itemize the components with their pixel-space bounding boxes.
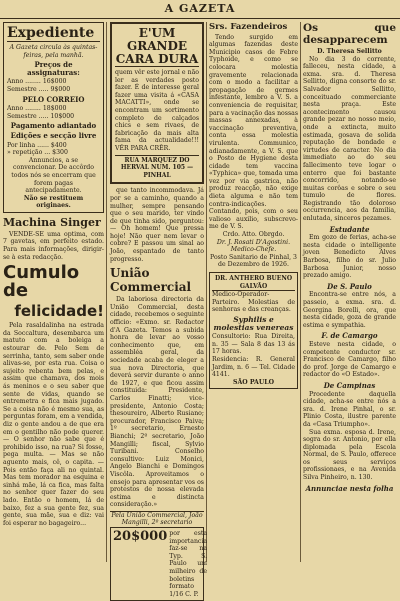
cumulo-title-line1: Cumulo de bbox=[3, 262, 80, 302]
annuncios-note: Annuncios, a se convencionar. De accôrdo todos nós se encerram que forem pagas antecipadamente. bbox=[11, 156, 96, 195]
uniao-commercial-text: Da laboriosa directoria da União Commercial, desta cidade, recebemos o seguinte officio: «Exmo. sr. Redactor d'A Gazeta. Temos a subida honra de levar ao vosso conhecimento que, em assembléa geral, da sociedade acaba de eleger a sua nova Directoria, que deverá servir durante o anno de 1927, e que ficou assim constituida: Presidente, Carlos Finatti; vice-presidente, Antonio Costa; thesoureiro, Alberto Rusiano; procurador, Francisco Paiva; 1º secretario, Ernesto Bianchi; 2º secretario, João Mangilli; fiscal, Sylvio Turibani. Conselho consultivo: Luiz Monici, Angelo Bianchi e Domingos Viscôla. Aproveitamos o ensejo para apresentar vos os protestos de nossa elevada estima e distincta consideração.» bbox=[110, 296, 204, 509]
dr-anthero-ad bbox=[209, 272, 298, 389]
price-year: Anno ........ 16$000 bbox=[7, 78, 67, 86]
de-campinas-text: Procedente daquella cidade, acha-se entre nós a sra. d. Irene Pinhal, o sr. Plinio Costa, ilustre parente da «Casa Triumpho». bbox=[303, 390, 396, 428]
dr-anthero-specialty: Medico-Operador-Parteiro. Molestias de senhoras e das creanças. bbox=[212, 291, 295, 314]
fazendeiros-date: Posto Sanitario de Pinhal, 3 de Dezembro de 1926. bbox=[210, 253, 297, 269]
nao-restituem-note: Não se restituem originaes. bbox=[23, 194, 84, 210]
column-1 bbox=[3, 22, 104, 562]
column-3 bbox=[209, 22, 298, 562]
f-camargo-text: Esteve nesta cidade, o competente conductor sr. Francisco de Camargo, filho do prof. Jorge de Camargo e redactor do «O Estado». bbox=[303, 340, 396, 379]
dr-anthero-syphilis: Syphilis e molestias venereas bbox=[213, 314, 294, 332]
fazendeiros-signature: Dr. J. Rosati D'Agostini. Medico-Chefe. bbox=[216, 238, 291, 254]
column-2 bbox=[110, 22, 208, 598]
de-campinas-title: De Campinas bbox=[323, 380, 376, 390]
column-rule bbox=[206, 22, 207, 562]
desap-text: No dia 3 do corrente, falleceu, nesta cidade, a exma. sra. d. Theresa Sellitto, digna consorte do sr. Salvador Sellitto, conceituado commerciante nesta praça. Este acontecimento causou grande pezar no nosso meio, onde a extincta, muito estimada, gosava de solida reputação de bondade e virtudes de caracter. No dia immediato ao do seu fallecimento teve logar o enterro que foi bastante concorrido, notando-se muitas corôas e sobre o seu tumulo de flores. Registrando tão doloroso occurrencia, aos da familia, enlutada, sinceros pezames. bbox=[303, 55, 396, 223]
dr-anthero-city: SÃO PAULO bbox=[233, 378, 274, 386]
estudante-text: Em gozo de ferias, acha-se nesta cidade o intelligente joven Benedicto Alves Barbosa, filho do sr. Julio Barbosa Junior, nosso prezado amigo. bbox=[303, 234, 396, 280]
cumulo-title-line2: felicidade! bbox=[14, 302, 104, 321]
de-sao-paulo-text: Encontra-se entre nós, a passeio, a exma. sra. d. Georgina Borelli, ora, que nesta cidade, goza de grande estima e sympathia. bbox=[303, 291, 396, 329]
desap-title: Os que desapparecem bbox=[303, 22, 396, 46]
fazendeiros-title: Srs. Fazendeiros bbox=[209, 22, 288, 32]
fazendeiros-closing: Crdo. Atto. Obrgdo. bbox=[222, 231, 285, 239]
price-repeat: » repetição ... $300 bbox=[7, 149, 68, 157]
desap-name: D. Theresa Sellitto bbox=[317, 48, 382, 55]
f-camargo-title: F. de Camargo bbox=[321, 331, 378, 341]
estudante-title: Estudante bbox=[329, 224, 370, 234]
newspaper-title: A GAZETA bbox=[164, 2, 236, 15]
fazendeiros-text: Tendo surgido em algumas fazendas deste Municipio casos de Febre Typhoide, e como se colocara molestia gravemente relacionada com o modo a facilitar a propagação de germes infestante, lembro a V. S. a conveniencia de requisitar, para a vacinação das nossas massas annexadas, à vaccinação preventiva, conta essa molestia virulenta. Communico, adianadamente, a V. S. que o Posto de Hygiene desta cidade tem vaccina «Typhica» que, tomada uma vez por via gastrica, não produz reacção, não exige dieta alguma e não tem contra-indicações. Contando, pois, com o seu valioso auxilio, subscrevo-me de V. S. bbox=[209, 33, 298, 231]
column-rule bbox=[106, 22, 107, 562]
dr-anthero-residence: Residencia: R. General Jardim, n. 6 — Tel. Cidade 4141. bbox=[212, 355, 295, 379]
dr-anthero-name: DR. ANTHERO BUENO GALVÃO bbox=[212, 275, 295, 291]
boletins-price: 20$000 bbox=[113, 529, 168, 545]
price-semester: Semestre ..... 9$000 bbox=[7, 85, 71, 93]
price-line: Por linha ...... $400 bbox=[7, 141, 67, 149]
pelo-correio: PELO CORREIO bbox=[22, 94, 85, 104]
expediente-title: Expediente bbox=[7, 25, 100, 42]
column-rule bbox=[300, 22, 301, 562]
dr-anthero-office: Consultorio: Rua Direita, n. 35 — Sala 8 das 13 ás 17 horas. bbox=[212, 333, 295, 356]
boletins-ad bbox=[110, 527, 208, 601]
price-year-mail: Anno ........ 18$000 bbox=[7, 105, 67, 113]
column-4 bbox=[303, 22, 396, 562]
masthead bbox=[0, 0, 400, 19]
sua-exma-text: Sua exma. esposa d. Irene, sogra do sr. Antonio, por ella diplomada pela Escola Normal, de S. Paulo, offerece os seus serviços profissionaes, e na Avenida Silva Pinheiro, n. 130. bbox=[303, 428, 396, 482]
cumulo-text: Pela rasaldalinha na estrada da Soccaltura, desembarca um matuto com a boleiga a estourar de. Pelo Sem de serrinha, tanto, sem saber onde alivas-se, por esta rua. Coisa o sujeito rebenta bem pelas, e assim que chamava, dos mois ás meninos e o seu saber que sente de vidas, quando se entremetra e fica mais jugado. Se a coisa não é mesmo sua, as perguntas foram, em a vendida, diz o gente andou a de que era em o gentilho não pode querer. — O senhor não sabe que é prohibido isso, na rua? Si fosse, pega multa. — Mas se não aguento mais, cê, o capita. — Pois então faça ali no quintal. Mas tem morador na esquina e sinhá mãe, lá ca fica, mas falta no senhor quer fazer do seu lado. Então o homem, lá de baixo, fez a sua gente fez, sua gente, sua mãe, sua e diz: vai foi esperar no bagageiro... bbox=[3, 322, 104, 527]
casa-macatti-text: quem vêr este jornal e não ler as verdades posto fazer. É de interesse geral fazer uma visita á «CASA MACATTI», onde se encontram um sortimento completo de calçados chics e sem rivaes, de fabricação da mais alta fama da actualidade!!! VÊR PARA CRÊR. bbox=[115, 69, 199, 152]
machina-singer-title: Machina Singer bbox=[3, 215, 101, 229]
precos-title: Preços de assignaturas: bbox=[27, 60, 80, 77]
boletins-text: por esta importancia faz-se na Typ. S. Paulo um milheiro de boletins formato 1/16 C. P. bbox=[169, 530, 208, 598]
cumulo-continuation: que tanto incommodava. Já por se a caminho, quando a mulher, sempre pensando que o seu marido, ter vindo de que tinha sido, perguntou: — Oh homem! Que pressa hoje! Não quer nem levar o cobre? E passou um sinal ao João, espantado de tanto progresso. bbox=[110, 187, 204, 263]
price-semester-mail: Semestre ..... 10$000 bbox=[7, 112, 75, 120]
casa-macatti-headline: E'UM GRANDE CARA DURA bbox=[115, 26, 199, 66]
machina-singer-text: VENDE-SE uma optima, com 7 gavetas, em perfeito estado. Para mais informações, dirigir-se à esta redacção. bbox=[3, 230, 104, 261]
pagamento-note: Pagamento adiantado bbox=[10, 121, 97, 131]
edicoes-title: Edições e secção livre bbox=[10, 130, 97, 140]
expediente-box bbox=[3, 22, 104, 213]
annunciae-footer: Annunciae nesta folha bbox=[305, 483, 394, 493]
casa-macatti-ad bbox=[110, 22, 204, 184]
de-sao-paulo-title: De S. Paulo bbox=[327, 281, 372, 291]
casa-macatti-address: RUA MARQUEZ DO HERVAL NUM. 105 — PINHAL bbox=[115, 155, 199, 180]
expediente-subtitle: A Gazeta circula às quintas-feiras, pela manhã. bbox=[9, 44, 98, 59]
uniao-signature: Pela União Commercial, João Mangilli, 2º secretario bbox=[111, 511, 203, 527]
uniao-commercial-title: União Commercial bbox=[110, 266, 192, 295]
